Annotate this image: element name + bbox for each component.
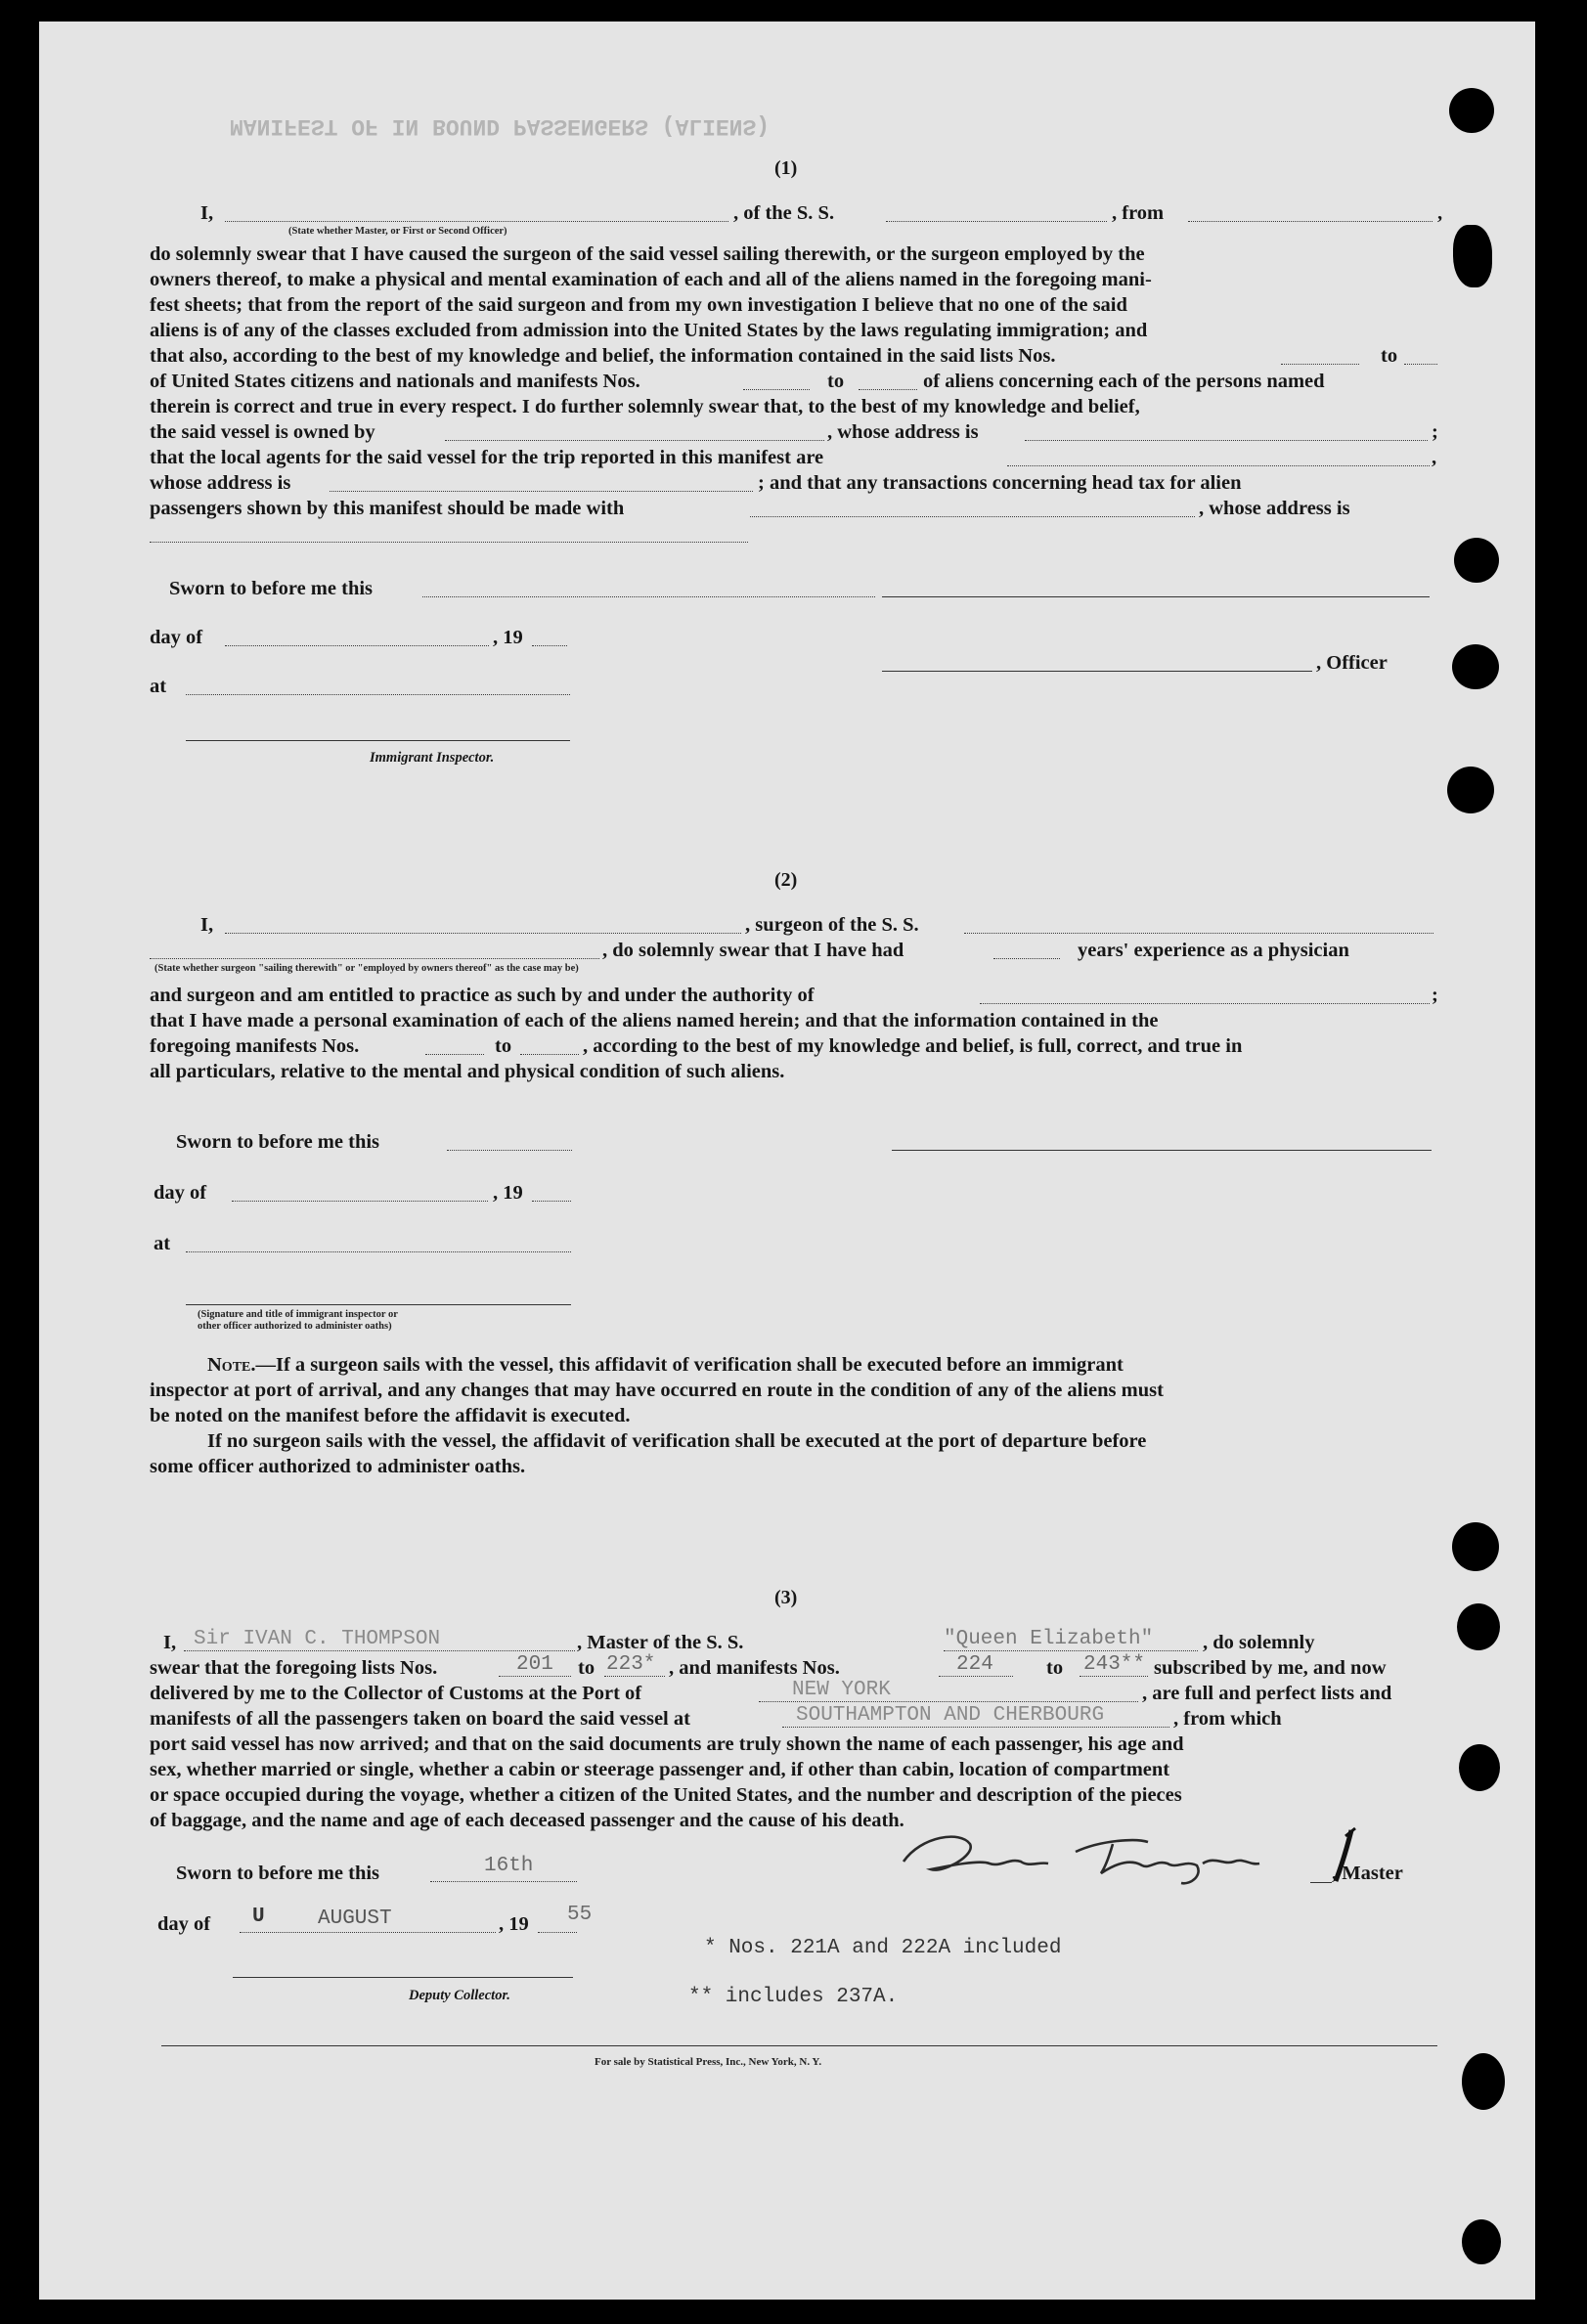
s2-line-3: and surgeon and am entitled to practice as such by and under the authority of [150,985,815,1006]
s1-year-field[interactable] [532,645,567,646]
s1-comma2: , [1432,447,1437,468]
punch-hole-10 [1462,2219,1501,2264]
s3-line-3a: delivered by me to the Collector of Customs at the Port of [150,1683,642,1704]
s3-day-of: day of [157,1913,211,1935]
s3-year-suffix[interactable]: 55 [567,1904,593,1926]
s3-footnote-1: * Nos. 221A and 222A included [704,1937,1062,1959]
s1-man-to-field[interactable] [859,389,917,390]
manifest-page [39,22,1535,2300]
s3-line-4a: manifests of all the passengers taken on board the said vessel at [150,1708,690,1730]
note-line-5: some officer authorized to administer oaths. [150,1456,526,1477]
s3-list-to-line [604,1676,665,1677]
s1-line-10b: ; and that any transactions concerning head tax for alien [758,472,1242,494]
s3-line-2a: swear that the foregoing lists Nos. [150,1657,438,1679]
s3-departure-line [782,1727,1169,1728]
s2-man-to-field[interactable] [520,1054,579,1055]
s1-line-1: do solemnly swear that I have caused the surgeon of the said vessel sailing therewith, or the surgeon employed by the [150,243,1145,265]
s3-line-5: port said vessel has now arrived; and that on the said documents are truly shown the name of each passenger, his age and [150,1733,1184,1755]
s3-master-name[interactable]: Sir IVAN C. THOMPSON [194,1628,441,1650]
s2-sig-note-2: other officer authorized to administer oaths) [198,1321,392,1332]
s3-master-signature[interactable] [892,1822,1400,1887]
note-line-1 [207,1355,1124,1376]
s3-line-6: sex, whether married or single, whether a cabin or steerage passenger and, if other than cabin, location of compartment [150,1759,1170,1780]
s3-deputy-label: Deputy Collector. [409,1988,510,2003]
faded-header: MANIFEST OF IN BOUND PASSENGERS (ALIENS) [230,113,771,139]
s1-i: I, [200,202,214,224]
s3-line-3b: , are full and perfect lists and [1142,1683,1392,1704]
s3-list-from[interactable]: 201 [516,1653,553,1676]
s3-departure[interactable]: SOUTHAMPTON AND CHERBOURG [796,1704,1105,1727]
s2-day-of: day of [154,1182,207,1204]
s1-officer: , Officer [1316,652,1388,674]
punch-hole-7 [1457,1603,1500,1650]
s1-at-field[interactable] [186,694,570,695]
punch-hole-9 [1462,2053,1505,2110]
s3-line-2b: , and manifests Nos. [669,1657,840,1679]
s2-day-field[interactable] [232,1201,488,1202]
s3-line-7: or space occupied during the voyage, whether a citizen of the United States, and the number and description of the pieces [150,1784,1182,1806]
s1-semicolon: ; [1432,421,1438,443]
s1-line-2: owners thereof, to make a physical and mental examination of each and all of the aliens named in the foregoing mani- [150,269,1152,290]
s1-lists-to-field[interactable] [1404,364,1437,365]
s2-years: years' experience as a physician [1078,940,1349,961]
signature-drawing [892,1822,1400,1887]
s3-footnote-2: ** includes 237A. [688,1986,899,2008]
s3-man-to[interactable]: 243** [1083,1653,1146,1676]
s2-note-surgeon: (State whether surgeon "sailing therewith" or "employed by owners thereof" as the case may be) [154,963,579,974]
section-1-heading: (1) [774,157,798,179]
s1-line-7: therein is correct and true in every respect. I do further solemnly swear that, to the best of my knowledge and belief, [150,396,1140,417]
s3-sworn-line [430,1881,577,1882]
note-line-2: inspector at port of arrival, and any changes that may have occurred en route in the condition of any of the aliens must [150,1380,1164,1401]
s3-list-to[interactable]: 223* [606,1653,656,1676]
s1-line-3: fest sheets; that from the report of the said surgeon and from my own investigation I believe that no one of the said [150,294,1127,316]
s2-line-5b: to [495,1035,512,1057]
s2-line-5c: , according to the best of my knowledge and belief, is full, correct, and true in [583,1035,1243,1057]
s1-line-8b: , whose address is [827,421,979,443]
s3-master-of: , Master of the S. S. [577,1632,744,1653]
s3-to-1: to [578,1657,595,1679]
s2-man-from-field[interactable] [425,1054,484,1055]
s3-port-line [759,1701,1138,1702]
s1-man-from-field[interactable] [743,389,810,390]
s2-sworn: Sworn to before me this [176,1131,380,1153]
s3-master-line [184,1650,575,1651]
s1-owner-address-field[interactable] [1025,440,1428,441]
s1-line-6b: to [827,371,845,392]
s1-agents-field[interactable] [1007,465,1430,466]
printer-line: For sale by Statistical Press, Inc., New York, N. Y. [595,2056,822,2068]
s1-headtax-address-field[interactable] [150,542,748,543]
s2-surgeon-of: , surgeon of the S. S. [745,914,919,936]
s1-line-8a: the said vessel is owned by [150,421,375,443]
s1-from-field[interactable] [1188,221,1433,222]
s2-years-field[interactable] [993,958,1060,959]
s3-list-from-line [499,1676,571,1677]
s1-line-5b: to [1381,345,1398,367]
s1-line-6c: of aliens concerning each of the persons named [923,371,1325,392]
s1-officer-signature-2[interactable] [882,671,1312,672]
s3-man-from-line [939,1676,1013,1677]
s1-line-4: aliens is of any of the classes excluded from admission into the United States by the laws regulating immigration; and [150,320,1148,341]
bottom-rule [161,2045,1437,2046]
s2-year-field[interactable] [532,1201,571,1202]
note-line-4: If no surgeon sails with the vessel, the affidavit of verification shall be executed at the port of departure before [207,1430,1147,1452]
s1-inspector-label: Immigrant Inspector. [370,750,495,766]
s3-month[interactable]: AUGUST [318,1907,392,1930]
s2-status-field[interactable] [150,958,599,959]
note-label: Note. [207,1354,256,1376]
s1-line-11b: , whose address is [1199,498,1350,519]
s1-day-field[interactable] [225,645,489,646]
s1-sworn-field[interactable] [422,596,875,597]
punch-hole-5 [1447,767,1494,813]
s2-at-field[interactable] [186,1251,571,1252]
s1-note-master: (State whether Master, or First or Second Officer) [288,226,507,237]
s2-year: , 19 [493,1182,523,1204]
s2-surgeon-name-field[interactable] [225,933,741,934]
s3-master-line [1310,1882,1332,1883]
s1-year: , 19 [493,627,523,648]
s1-from: , from [1112,202,1165,224]
s2-ship-field[interactable] [964,933,1433,934]
punch-hole-6 [1452,1522,1499,1571]
s3-line-2c: subscribed by me, and now [1154,1657,1387,1679]
s3-line-4b: , from which [1173,1708,1282,1730]
s3-port[interactable]: NEW YORK [792,1679,891,1701]
s2-swear: , do solemnly swear that I have had [602,940,904,961]
s1-agents-address-field[interactable] [330,491,753,492]
s1-sworn: Sworn to before me this [169,578,374,599]
s3-deputy-signature[interactable] [233,1977,573,1978]
s3-master-label: , Master [1332,1863,1403,1884]
punch-hole-8 [1459,1744,1500,1791]
s1-ship-field[interactable] [886,221,1107,222]
s3-year-prefix: , 19 [499,1913,529,1935]
s2-i: I, [200,914,214,936]
s1-owner-field[interactable] [445,440,824,441]
punch-hole-4 [1452,644,1499,689]
s1-inspector-signature[interactable] [186,740,570,741]
s1-line-10a: whose address is [150,472,291,494]
s1-line-5a: that also, according to the best of my knowledge and belief, the information contained in the said lists Nos. [150,345,1056,367]
s1-master-field[interactable] [225,221,728,222]
note-line-3: be noted on the manifest before the affidavit is executed. [150,1405,631,1426]
s3-line-8: of baggage, and the name and age of each deceased passenger and the cause of his death. [150,1810,904,1831]
section-3-heading: (3) [774,1587,798,1608]
s1-comma: , [1437,202,1443,224]
s2-inspector-signature[interactable] [186,1304,571,1305]
s3-year-line [538,1932,577,1933]
punch-hole-1 [1449,88,1494,133]
s2-line-5a: foregoing manifests Nos. [150,1035,360,1057]
s1-line-9: that the local agents for the said vessel for the trip reported in this manifest are [150,447,824,468]
s3-do-solemnly: , do solemnly [1203,1632,1315,1653]
s1-officer-signature-1[interactable] [882,596,1430,597]
s3-sworn-day[interactable]: 16th [484,1855,534,1877]
s3-i: I, [163,1632,177,1653]
s1-day-of: day of [150,627,203,648]
s2-sworn-field[interactable] [447,1150,572,1151]
s3-man-to-line [1080,1676,1148,1677]
s3-ship-line [944,1650,1198,1651]
s2-at: at [154,1233,171,1254]
s1-at: at [150,676,167,697]
s2-semicolon: ; [1432,985,1438,1006]
s1-line-11a: passengers shown by this manifest should be made with [150,498,625,519]
s2-signature[interactable] [892,1150,1432,1151]
s1-lists-from-field[interactable] [1281,364,1359,365]
s1-line-6a: of United States citizens and nationals and manifests Nos. [150,371,640,392]
section-2-heading: (2) [774,869,798,891]
punch-hole-3 [1454,538,1499,583]
s3-ship-name[interactable]: "Queen Elizabeth" [944,1628,1154,1650]
s2-line-6: all particulars, relative to the mental and physical condition of such aliens. [150,1061,785,1082]
s3-man-from[interactable]: 224 [956,1653,993,1676]
note-line-1-text: —If a surgeon sails with the vessel, this affidavit of verification shall be executed before an immigrant [255,1354,1124,1376]
s3-month-line [240,1932,496,1933]
s2-authority-field[interactable] [980,1003,1430,1004]
s3-to-2: to [1046,1657,1064,1679]
punch-hole-2 [1453,225,1492,287]
s1-headtax-field[interactable] [750,516,1195,517]
s2-sig-note-1: (Signature and title of immigrant inspector or [198,1309,398,1320]
s3-sworn: Sworn to before me this [176,1863,380,1884]
s2-line-4: that I have made a personal examination of each of the aliens named herein; and that the information contained in the [150,1010,1159,1031]
s1-of-ss: , of the S. S. [733,202,835,224]
s3-day-mark: U [252,1906,265,1928]
